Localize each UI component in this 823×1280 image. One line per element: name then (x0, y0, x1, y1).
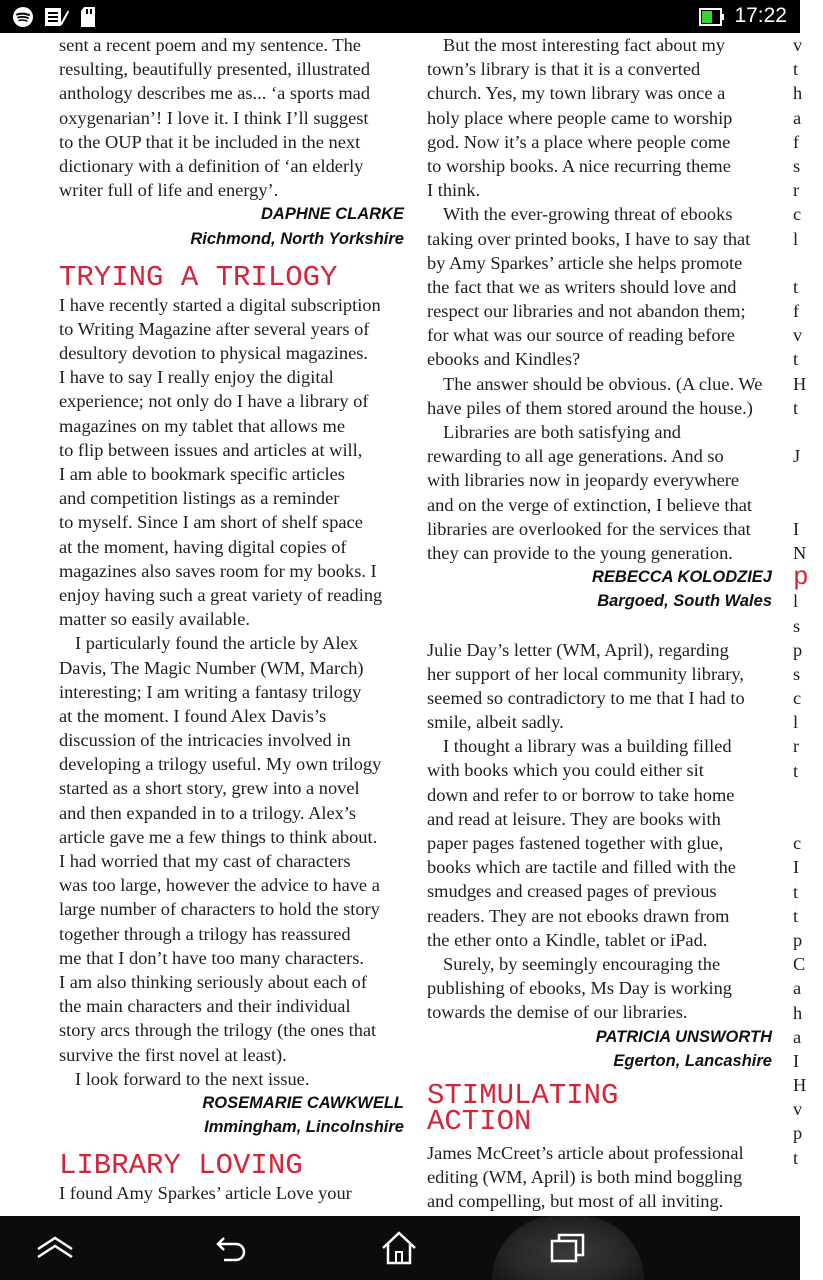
column-left (59, 33, 404, 1205)
cropped-line-fragment: t (793, 59, 799, 80)
sim-icon (44, 6, 70, 33)
recent-apps-button[interactable] (533, 1216, 603, 1280)
cropped-line-fragment: t (793, 1147, 799, 1168)
cropped-line-fragment: s (793, 615, 801, 636)
signature-place: Richmond, North Yorkshire (190, 229, 404, 248)
letter-body: I have recently started a digital subscription to Writing Magazine after several years of desultory devotion to physical magazines. I have to say I really enjoy the digital experience; not only do I have a library of magazines on my tablet that allows me to flip between issues and articles at will, I am able to bookmark specific articles and competition listings as a reminder to myself. Since I am short of shelf space at the moment, having digital copies of magazines also saves room for my books. I enjoy having such a great variety of reading matter so easily available. I particularly found the article by Alex Davis, The Magic Number (WM, March) interesting; I am writing a fantasy trilogy at the moment. I found Alex Davis’s discussion of the intricacies involved in developing a trilogy useful. My own trilogy started as a short story, grew into a novel and then expanded in to a trilogy. Alex’s article gave me a few things to think about. I had worried that my cast of characters was too large, however the advice to have a large number of characters to hold the story together through a trilogy has reassured me that I don’t have too many characters. I am also thinking seriously about each of the main characters and their individual story arcs through the trilogy (the ones that survive the first novel at least). I look forward to the next issue. (59, 294, 383, 1089)
cropped-line-fragment: H (793, 1075, 807, 1096)
cropped-line-fragment: h (793, 83, 803, 104)
heading-library-loving: LIBRARY LOVING (59, 1149, 303, 1183)
home-button[interactable] (364, 1216, 434, 1280)
back-arrow-icon (214, 1232, 250, 1264)
letter-body: I found Amy Sparkes’ article Love your (59, 1183, 352, 1204)
cropped-line-fragment: c (793, 688, 802, 709)
cropped-line-fragment: t (793, 349, 799, 370)
magazine-page[interactable] (0, 33, 809, 1216)
heading-stimulating-action: ACTION (427, 1104, 532, 1138)
recent-apps-icon (549, 1231, 587, 1265)
cropped-line-fragment: a (793, 978, 802, 999)
cropped-line-fragment (793, 807, 823, 831)
cropped-line-fragment: r (793, 736, 800, 757)
cropped-line-fragment: N (793, 542, 807, 563)
sd-card-icon (80, 6, 96, 33)
cropped-line-fragment: I (793, 518, 800, 539)
letter-body: Julie Day’s letter (WM, April), regarding her support of her local community library, seemed so contradictory to me that I had to smile, albeit sadly. I thought a library was a building filled with books which you could either sit down and refer to or borrow to take home and read at leisure. They are books with paper pages fastened together with glue, books which are tactile and filled with the smudges and creased pages of previous readers. They are not ebooks drawn from the ether onto a Kindle, tablet or iPad. Surely, by seemingly encouraging the publishing of ebooks, Ms Day is working towards the demise of our libraries. (427, 639, 745, 1023)
back-button[interactable] (20, 1216, 90, 1280)
signature-name: DAPHNE CLARKE (260, 205, 404, 224)
cropped-line-fragment: p (793, 639, 803, 660)
cropped-line-fragment: v (793, 35, 803, 55)
collapse-icon (34, 1233, 76, 1263)
signature-place: Immingham, Lincolnshire (204, 1118, 404, 1137)
status-bar (0, 0, 800, 33)
signature-name: REBECCA KOLODZIEJ (592, 568, 772, 587)
cropped-line-fragment: h (793, 1002, 803, 1023)
cropped-line-fragment: t (793, 397, 799, 418)
cropped-line-fragment: I (793, 857, 800, 878)
column-right-cropped (793, 33, 823, 1170)
cropped-line-fragment: f (793, 131, 800, 152)
cropped-line-fragment: J (793, 446, 801, 467)
intro-paragraph: sent a recent poem and my sentence. The resulting, beautifully presented, illustrated anthology describes me as... ‘a sports mad oxygenarian’! I love it. I think I’ll suggest to the OUP that it be included in the next dictionary with a definition of ‘an elderly writer full of life and energy’. (59, 35, 371, 201)
home-icon (379, 1230, 419, 1266)
clock: 17:22 (734, 4, 787, 27)
battery-charging-icon (699, 8, 725, 31)
navigation-bar (0, 1216, 800, 1280)
signature-name: PATRICIA UNSWORTH (595, 1027, 772, 1046)
cropped-line-fragment: p (793, 562, 809, 593)
cropped-line-fragment (793, 783, 823, 807)
cropped-line-fragment: c (793, 833, 802, 854)
cropped-line-fragment: t (793, 276, 799, 297)
signature-place: Bargoed, South Wales (597, 592, 772, 611)
cropped-line-fragment: r (793, 180, 800, 201)
cropped-line-fragment: t (793, 881, 799, 902)
cropped-line-fragment: v (793, 1099, 803, 1120)
cropped-line-fragment: l (793, 712, 799, 733)
back-arrow-button[interactable] (200, 1216, 264, 1280)
letter-body: James McCreet’s article about professional editing (WM, April) is both mind boggling and compelling, but most of all inviting. (427, 1142, 744, 1212)
cropped-line-fragment: p (793, 1123, 803, 1144)
cropped-line-fragment: a (793, 107, 802, 128)
cropped-line-fragment (793, 251, 823, 275)
cropped-line-fragment: s (793, 663, 801, 684)
cropped-line-fragment: a (793, 1026, 802, 1047)
letter-body: But the most interesting fact about my town’s library is that it is a converted church. Yes, my town library was once a holy place where people came to worship god. Now it’s a place where people come to worship books. A nice recurring theme I think. With the ever-growing threat of ebooks taking over printed books, I have to say that by Amy Sparkes’ article she helps promote the fact that we as writers should love and respect our libraries and not abandon them; for what was our source of reading before ebooks and Kindles? The answer should be obvious. (A clue. We have piles of them stored around the house.) Libraries are both satisfying and rewarding to all age generations. And so with libraries now in jeopardy everywhere and on the verge of extinction, I believe that libraries are overlooked for the services that they can provide to the young generation. (427, 35, 763, 563)
cropped-line-fragment: t (793, 905, 799, 926)
cropped-line-fragment: I (793, 1050, 800, 1071)
cropped-line-fragment: C (793, 954, 806, 975)
cropped-line-fragment: H (793, 373, 807, 394)
cropped-line-fragment: f (793, 301, 800, 322)
signature-name: ROSEMARIE CAWKWELL (202, 1093, 404, 1112)
cropped-line-fragment: t (793, 760, 799, 781)
cropped-line-fragment (793, 468, 823, 492)
heading-trying-a-trilogy: TRYING A TRILOGY (59, 260, 338, 294)
cropped-line-fragment: p (793, 929, 803, 950)
cropped-line-fragment: v (793, 325, 803, 346)
cropped-line-fragment: c (793, 204, 802, 225)
cropped-line-fragment: s (793, 155, 801, 176)
cropped-line-fragment: l (793, 591, 799, 612)
cropped-line-fragment (793, 493, 823, 517)
signature-place: Egerton, Lancashire (613, 1051, 772, 1070)
cropped-line-fragment: l (793, 228, 799, 249)
cropped-line-fragment (793, 420, 823, 444)
heading-stimulating-action: STIMULATING (427, 1078, 619, 1112)
column-middle (427, 33, 772, 1213)
spotify-icon (12, 6, 34, 33)
